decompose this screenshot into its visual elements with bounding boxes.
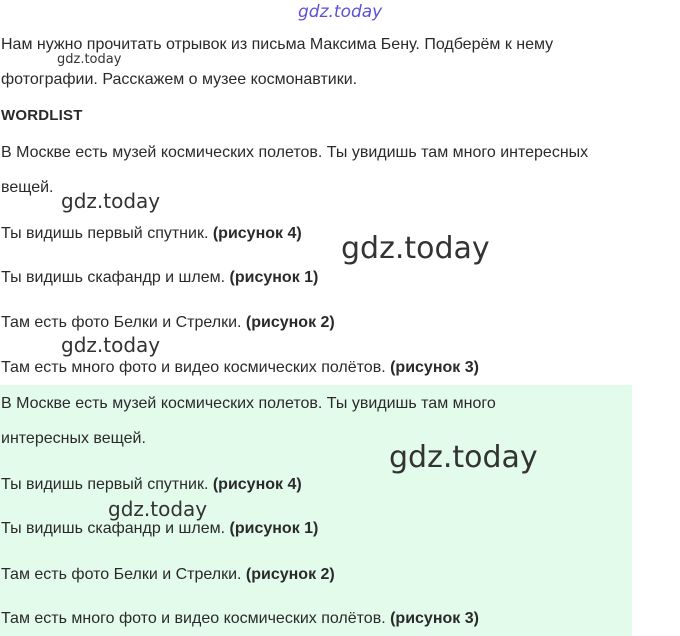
watermark: gdz.today xyxy=(108,497,208,521)
watermark: gdz.today xyxy=(61,333,161,357)
wordlist-heading: WORDLIST xyxy=(1,107,83,124)
watermark: gdz.today xyxy=(61,189,161,213)
picture-ref: (рисунок 2) xyxy=(245,566,335,583)
picture-ref: (рисунок 4) xyxy=(212,476,302,493)
section2-paragraph-line-2: интересных вещей. xyxy=(1,430,146,447)
section1-item xyxy=(1,313,335,333)
picture-ref: (рисунок 1) xyxy=(229,520,319,537)
item-text: Там есть фото Белки и Стрелки. xyxy=(1,566,246,583)
section2-item xyxy=(1,565,335,585)
intro-line-2: фотографии. Расскажем о музее космонавтики. xyxy=(1,71,358,88)
picture-ref: (рисунок 1) xyxy=(229,269,319,286)
watermark: gdz.today xyxy=(389,440,538,475)
section2-item xyxy=(1,609,479,629)
answer-highlight-block xyxy=(0,385,632,636)
item-text: Ты видишь скафандр и шлем. xyxy=(1,269,230,286)
item-text: Ты видишь первый спутник. xyxy=(1,476,213,493)
item-text: Там есть много фото и видео космических полётов. xyxy=(1,610,391,627)
section1-paragraph-line-2: вещей. xyxy=(1,179,54,196)
watermark: gdz.today xyxy=(57,52,122,67)
section1-paragraph-line-1: В Москве есть музей космических полетов. Ты увидишь там много интересных xyxy=(1,144,589,161)
picture-ref: (рисунок 3) xyxy=(390,359,479,376)
site-watermark-header: gdz.today xyxy=(298,2,383,22)
item-text: Там есть фото Белки и Стрелки. xyxy=(1,314,246,331)
section1-item xyxy=(1,224,302,244)
picture-ref: (рисунок 2) xyxy=(245,314,335,331)
section1-item xyxy=(1,358,479,378)
intro-line-1: Нам нужно прочитать отрывок из письма Максима Бену. Подберём к нему xyxy=(1,36,554,53)
item-text: Там есть много фото и видео космических полётов. xyxy=(1,359,391,376)
picture-ref: (рисунок 4) xyxy=(212,225,302,242)
section2-paragraph-line-1: В Москве есть музей космических полетов. Ты увидишь там много xyxy=(1,395,496,412)
section2-item xyxy=(1,519,318,539)
section2-item xyxy=(1,475,302,495)
item-text: Ты видишь скафандр и шлем. xyxy=(1,520,230,537)
watermark: gdz.today xyxy=(341,231,490,266)
section1-item xyxy=(1,268,318,288)
picture-ref: (рисунок 3) xyxy=(390,610,479,627)
item-text: Ты видишь первый спутник. xyxy=(1,225,213,242)
